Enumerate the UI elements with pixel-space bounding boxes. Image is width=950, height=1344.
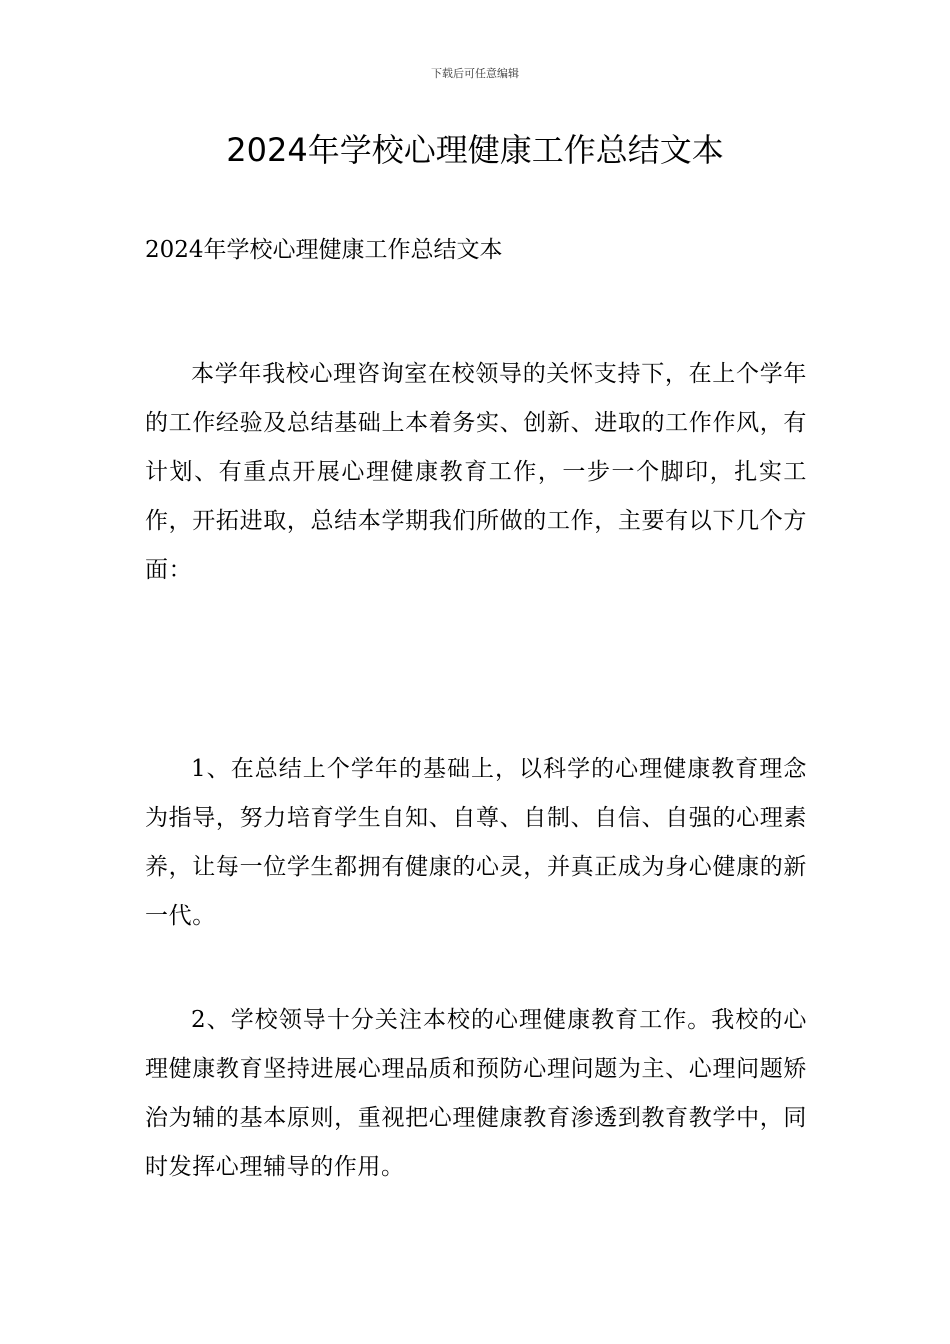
paragraph-item-1: 1、在总结上个学年的基础上，以科学的心理健康教育理念为指导，努力培育学生自知、自尊、自制、自信、自强的心理素养，让每一位学生都拥有健康的心灵，并真正成为身心健康的新一代。 xyxy=(145,756,807,929)
document-subtitle: 2024年学校心理健康工作总结文本 xyxy=(145,237,503,263)
paragraph-item-2: 2、学校领导十分关注本校的心理健康教育工作。我校的心理健康教育坚持进展心理品质和预防心理问题为主、心理问题矫治为辅的基本原则，重视把心理健康教育渗透到教育教学中，同时发挥心理辅导的作用。 xyxy=(145,1007,807,1180)
document-title: 2024年学校心理健康工作总结文本 xyxy=(226,131,724,169)
paragraph-intro: 本学年我校心理咨询室在校领导的关怀支持下，在上个学年的工作经验及总结基础上本着务实、创新、进取的工作作风，有计划、有重点开展心理健康教育工作，一步一个脚印，扎实工作，开拓进取，总结本学期我们所做的工作，主要有以下几个方面： xyxy=(145,361,807,583)
header-note: 下载后可任意编辑 xyxy=(431,67,519,80)
